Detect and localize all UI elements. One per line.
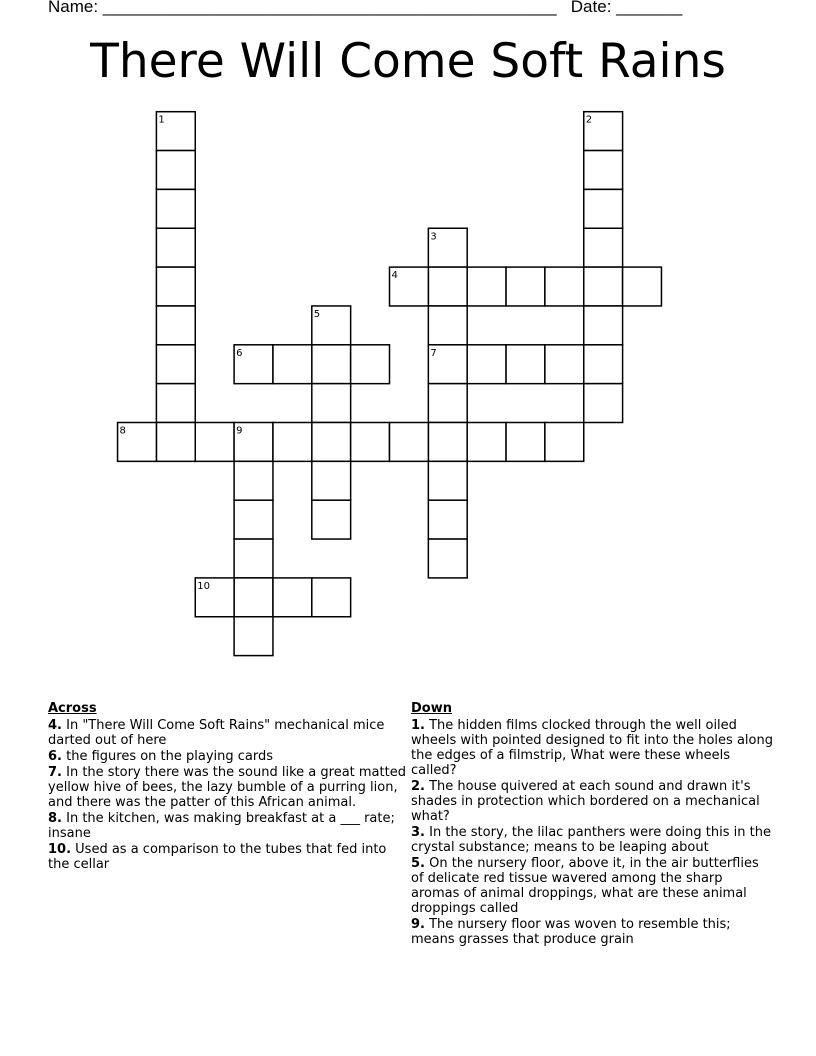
clue-down-2: 2. The house quivered at each sound and drawn it's shades in protection which bordered on a mechanical what? (411, 779, 760, 824)
clue-across-10: 10. Used as a comparison to the tubes that fed into the cellar (48, 842, 387, 872)
clue-across-6: 6. the figures on the playing cards (48, 749, 274, 764)
crossword-cell[interactable] (312, 345, 351, 384)
crossword-cell[interactable] (584, 306, 623, 345)
clue-across-4: 4. In "There Will Come Soft Rains" mechanical mice darted out of here (48, 718, 385, 748)
crossword-cell[interactable] (312, 461, 351, 500)
cell-number: 5 (313, 308, 321, 320)
crossword-cell[interactable] (506, 345, 545, 384)
cell-number: 10 (197, 580, 210, 592)
crossword-cell[interactable] (195, 423, 234, 462)
crossword-cell[interactable] (156, 345, 195, 384)
crossword-cell[interactable] (273, 578, 312, 617)
clue-down-5: 5. On the nursery floor, above it, in the air butterflies of delicate red tissue wavered among the sharp aromas of animal droppings, what are these animal droppings called (411, 856, 759, 916)
crossword-cell[interactable] (584, 151, 623, 190)
crossword-cell[interactable] (312, 578, 351, 617)
crossword-cell[interactable] (428, 539, 467, 578)
crossword-cell[interactable] (351, 423, 390, 462)
name-date-line: Name: ________________________________________________ Date: _______ (48, 0, 683, 16)
crossword-cell[interactable] (312, 500, 351, 539)
crossword-cell[interactable] (545, 423, 584, 462)
crossword-cell[interactable] (428, 267, 467, 306)
page-title: There Will Come Soft Rains (90, 34, 726, 89)
crossword-cell[interactable] (234, 617, 273, 656)
clue-across-8: 8. In the kitchen, was making breakfast at a ___ rate; insane (48, 811, 395, 841)
crossword-cell[interactable] (428, 306, 467, 345)
cell-number: 4 (391, 270, 398, 282)
crossword-cell[interactable] (156, 267, 195, 306)
crossword-cell[interactable] (273, 345, 312, 384)
crossword-cell[interactable] (467, 423, 506, 462)
crossword-cell[interactable] (312, 423, 351, 462)
cell-number: 7 (430, 347, 437, 359)
crossword-cell[interactable] (623, 267, 662, 306)
crossword-cell[interactable] (156, 423, 195, 462)
crossword-cell[interactable] (390, 423, 429, 462)
crossword-cell[interactable] (584, 384, 623, 423)
down-heading: Down (411, 701, 452, 716)
crossword-cell[interactable] (545, 267, 584, 306)
down-clues (411, 701, 773, 948)
cell-number: 3 (430, 231, 437, 243)
cell-number: 1 (158, 114, 165, 126)
crossword-cell[interactable] (584, 267, 623, 306)
crossword-cell[interactable] (234, 578, 273, 617)
crossword-cell[interactable] (156, 228, 195, 267)
crossword-cell[interactable] (234, 539, 273, 578)
clue-down-9: 9. The nursery floor was woven to resemble this; means grasses that produce grain (411, 917, 731, 947)
crossword-cell[interactable] (506, 267, 545, 306)
crossword-cell[interactable] (312, 384, 351, 423)
crossword-cell[interactable] (584, 345, 623, 384)
crossword-cell[interactable] (584, 189, 623, 228)
crossword-cell[interactable] (467, 345, 506, 384)
crossword-cell[interactable] (506, 423, 545, 462)
crossword-cell[interactable] (234, 500, 273, 539)
crossword-cell[interactable] (428, 384, 467, 423)
cell-number: 2 (585, 114, 593, 126)
crossword-cell[interactable] (428, 500, 467, 539)
clue-down-1: 1. The hidden films clocked through the well oiled wheels with pointed designed to fit into the holes along the edges of a filmstrip, What were these wheels called? (411, 718, 773, 778)
crossword-cell[interactable] (584, 228, 623, 267)
cell-number: 6 (236, 347, 243, 359)
crossword-cell[interactable] (156, 189, 195, 228)
crossword-cell[interactable] (156, 306, 195, 345)
crossword-cell[interactable] (545, 345, 584, 384)
crossword-cell[interactable] (273, 423, 312, 462)
crossword-cell[interactable] (467, 267, 506, 306)
crossword-cell[interactable] (428, 461, 467, 500)
crossword-cell[interactable] (156, 384, 195, 423)
clue-across-7: 7. In the story there was the sound like a great matted yellow hive of bees, the lazy bumble of a purring lion, and there was the patter of this African animal. (48, 765, 406, 810)
cell-number: 9 (236, 425, 243, 437)
across-clues (48, 701, 410, 873)
crossword-cell[interactable] (428, 423, 467, 462)
crossword-cell[interactable] (234, 461, 273, 500)
clue-down-3: 3. In the story, the lilac panthers were doing this in the crystal substance; means to be leaping about (411, 825, 771, 855)
crossword-cell[interactable] (156, 151, 195, 190)
across-heading: Across (48, 701, 97, 716)
cell-number: 8 (119, 425, 126, 437)
crossword-cell[interactable] (351, 345, 390, 384)
